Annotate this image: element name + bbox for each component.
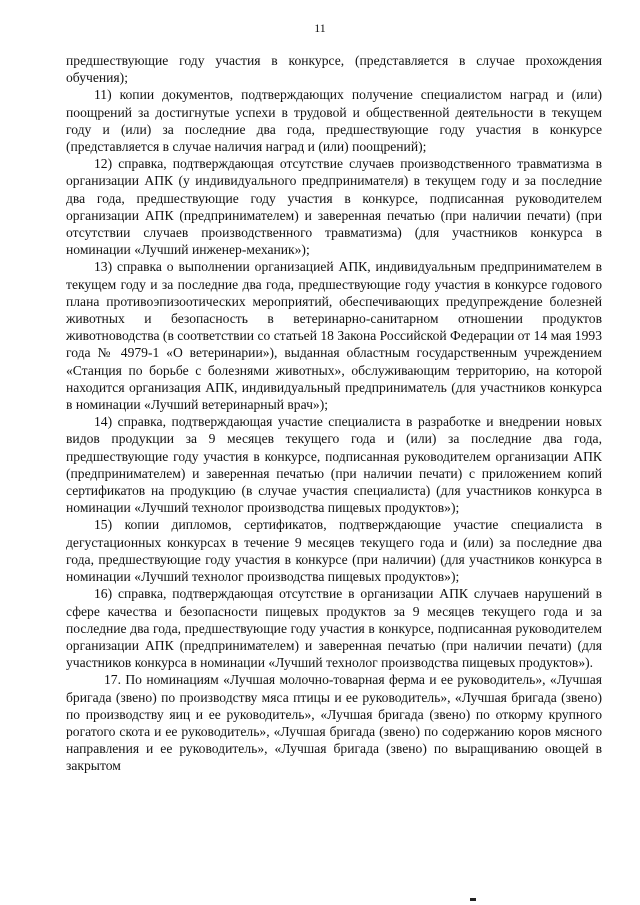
paragraph-item-16: 16) справка, подтверждающая отсутствие в организации АПК случаев нарушений в сфере качества и безопасности пищевых продуктов за 9 месяцев текущего года и за последние два года, предшествующие году участия в конкурсе, подписанная руководителем организации АПК (предпринимателем) и заверенная печатью (при наличии печати) (для участников конкурса в номинации «Лучший технолог производства пищевых продуктов»). — [66, 586, 602, 671]
paragraph-item-15: 15) копии дипломов, сертификатов, подтверждающие участие специалиста в дегустационных конкурсах в течение 9 месяцев текущего года и (или) за последние два года, предшествующие году участия в конкурсе (при наличии) (для участников конкурса в номинации «Лучший технолог производства пищевых продуктов»); — [66, 517, 602, 585]
paragraph-item-14: 14) справка, подтверждающая участие специалиста в разработке и внедрении новых видов продукции за 9 месяцев текущего года и (или) за последние два года, предшествующие году участия в конкурсе, подписанная руководителем организации АПК (предпринимателем) и заверенная печатью (при наличии печати) с приложением копий сертификатов на продукцию (в случае участия специалиста) (для участников конкурса в номинации «Лучший технолог производства пищевых продуктов»); — [66, 414, 602, 516]
paragraph-item-12: 12) справка, подтверждающая отсутствие случаев производственного травматизма в организации АПК (у индивидуального предпринимателя) в текущем году и за последние два года, предшествующие году участия в конкурсе, подписанная руководителем организации АПК (предпринимателем) и заверенная печатью (при наличии печати) (при отсутствии случаев производственного травматизма) (для участников конкурса в номинации «Лучший инженер-механик»); — [66, 156, 602, 258]
paragraph-item-13: 13) справка о выполнении организацией АПК, индивидуальным предпринимателем в текущем году и за последние два года, предшествующие году участия в конкурсе годового плана противоэпизоотических мероприятий, обеспечивающих предупреждение болезней животных и безопасность в ветеринарно-санитарном отношении продуктов животноводства (в соответствии со статьей 18 Закона Российской Федерации от 14 мая 1993 года № 4979-1 «О ветеринарии»), выданная областным государственным учреждением «Станция по борьбе с болезнями животных», обслуживающим территорию, на которой находится организация АПК, индивидуальный предприниматель (для участников конкурса в номинации «Лучший ветеринарный врач»); — [66, 259, 602, 413]
paragraph-continuation: предшествующие году участия в конкурсе, (представляется в случае прохождения обучения); — [66, 53, 602, 86]
document-body — [66, 52, 602, 775]
page-number: 11 — [314, 21, 326, 35]
scan-artifact — [470, 898, 476, 901]
paragraph-item-17: 17. По номинациям «Лучшая молочно-товарная ферма и ее руководитель», «Лучшая бригада (звено) по производству мяса птицы и ее руководитель», «Лучшая бригада (звено) по производству яиц и ее руководитель», «Лучшая бригада (звено) по откорму крупного рогатого скота и ее руководитель», «Лучшая бригада (звено) по содержанию коров мясного направления и ее руководитель», «Лучшая бригада (звено) по выращиванию овощей в закрытом — [66, 672, 602, 774]
paragraph-item-11: 11) копии документов, подтверждающих получение специалистом наград и (или) поощрений за достигнутые успехи в трудовой и общественной деятельности в текущем году и (или) за последние два года, предшествующие году участия в конкурсе (представляется в случае наличия наград и (или) поощрений); — [66, 87, 602, 155]
